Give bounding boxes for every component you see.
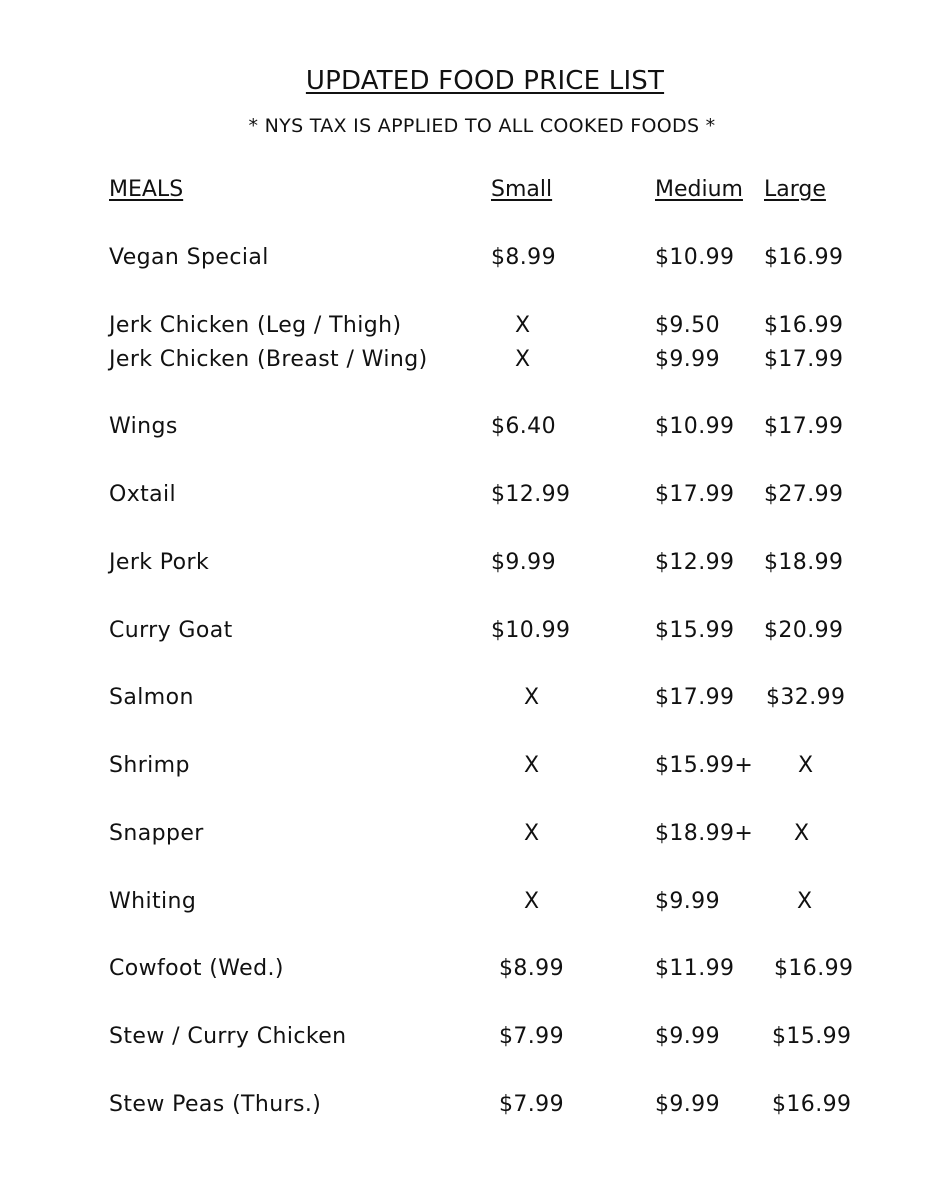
- price-medium: $9.99: [655, 889, 720, 914]
- price-small: $8.99: [491, 245, 556, 270]
- price-medium: $9.99: [655, 1092, 720, 1117]
- price-large: $16.99: [772, 1092, 852, 1117]
- price-small: X: [515, 313, 531, 338]
- price-small: $6.40: [491, 414, 556, 439]
- tax-notice: * NYS TAX IS APPLIED TO ALL COOKED FOODS *: [248, 115, 716, 137]
- meal-name: Jerk Chicken (Breast / Wing): [109, 347, 428, 372]
- price-small: $12.99: [491, 482, 571, 507]
- price-small: $10.99: [491, 618, 571, 643]
- price-small: $7.99: [499, 1024, 564, 1049]
- price-small: X: [515, 347, 531, 372]
- meal-name: Jerk Pork: [109, 550, 210, 575]
- column-header-large: Large: [764, 177, 826, 202]
- column-header-small: Small: [491, 177, 553, 202]
- price-large: $17.99: [764, 414, 844, 439]
- price-small: X: [524, 685, 540, 710]
- price-medium: $15.99+: [655, 753, 754, 778]
- price-large: $15.99: [772, 1024, 852, 1049]
- meal-name: Stew / Curry Chicken: [109, 1024, 347, 1049]
- meal-name: Whiting: [109, 889, 197, 914]
- meal-name: Vegan Special: [109, 245, 269, 270]
- meal-name: Salmon: [109, 685, 194, 710]
- price-medium: $9.99: [655, 1024, 720, 1049]
- price-large: $20.99: [764, 618, 844, 643]
- price-small: $8.99: [499, 956, 564, 981]
- meal-name: Snapper: [109, 821, 204, 846]
- price-small: X: [524, 821, 540, 846]
- price-medium: $9.99: [655, 347, 720, 372]
- price-large: $16.99: [764, 245, 844, 270]
- price-small: X: [524, 753, 540, 778]
- price-medium: $17.99: [655, 482, 735, 507]
- price-large: $32.99: [766, 685, 846, 710]
- meal-name: Oxtail: [109, 482, 177, 507]
- price-small: $7.99: [499, 1092, 564, 1117]
- price-medium: $15.99: [655, 618, 735, 643]
- price-large: X: [794, 821, 810, 846]
- price-small: X: [524, 889, 540, 914]
- price-medium: $10.99: [655, 245, 735, 270]
- price-medium: $18.99+: [655, 821, 754, 846]
- page-title: UPDATED FOOD PRICE LIST: [305, 66, 665, 96]
- meal-name: Curry Goat: [109, 618, 233, 643]
- price-medium: $12.99: [655, 550, 735, 575]
- price-large: $27.99: [764, 482, 844, 507]
- price-large: $16.99: [774, 956, 854, 981]
- meal-name: Cowfoot (Wed.): [109, 956, 284, 981]
- meal-name: Stew Peas (Thurs.): [109, 1092, 322, 1117]
- price-large: $17.99: [764, 347, 844, 372]
- column-header-meals: MEALS: [109, 177, 184, 202]
- meal-name: Wings: [109, 414, 178, 439]
- price-small: $9.99: [491, 550, 556, 575]
- price-large: $18.99: [764, 550, 844, 575]
- price-large: X: [797, 889, 813, 914]
- meal-name: Shrimp: [109, 753, 190, 778]
- price-medium: $9.50: [655, 313, 720, 338]
- price-medium: $11.99: [655, 956, 735, 981]
- price-medium: $17.99: [655, 685, 735, 710]
- meal-name: Jerk Chicken (Leg / Thigh): [109, 313, 402, 338]
- price-medium: $10.99: [655, 414, 735, 439]
- column-header-medium: Medium: [655, 177, 743, 202]
- price-large: X: [798, 753, 814, 778]
- price-large: $16.99: [764, 313, 844, 338]
